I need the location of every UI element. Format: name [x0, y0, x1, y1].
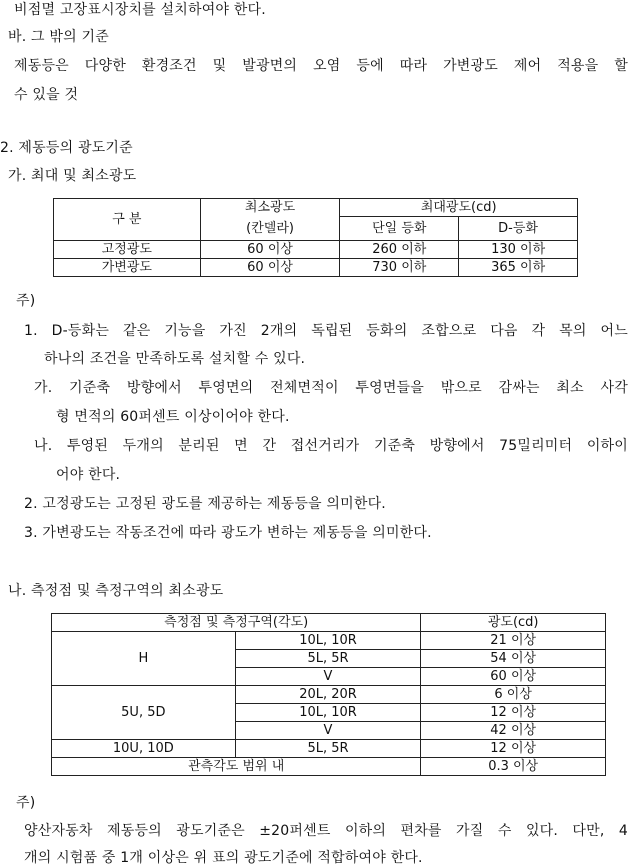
table-row [52, 686, 606, 704]
row-min: 60 이상 [200, 241, 340, 259]
notes-label: 주) [16, 795, 36, 811]
table-row [54, 259, 578, 277]
row-single: 730 이하 [340, 259, 459, 277]
text-line: 제동등은 다양한 환경조건 및 발광면의 오염 등에 따라 가변광도 제어 적용을 할 [14, 58, 628, 74]
row-single: 260 이하 [340, 241, 459, 259]
value-cell: 54 이상 [421, 650, 606, 668]
note-line: 2. 고정광도는 고정된 광도를 제공하는 제동등을 의미한다. [24, 496, 386, 512]
notes-label: 주) [16, 293, 36, 309]
note-line: 형 면적의 60퍼센트 이상이어야 한다. [56, 409, 290, 425]
value-cell: 6 이상 [421, 686, 606, 704]
angle-cell: 5L, 5R [235, 740, 421, 758]
angle-cell: 20L, 20R [235, 686, 421, 704]
angle-cell: V [235, 668, 421, 686]
angle-cell: V [235, 722, 421, 740]
row-min: 60 이상 [200, 259, 340, 277]
header-d-lamp: D-등화 [459, 217, 578, 241]
value-cell: 12 이상 [421, 740, 606, 758]
footer-value: 0.3 이상 [421, 758, 606, 776]
value-cell: 42 이상 [421, 722, 606, 740]
note-line: 1. D-등화는 같은 기능을 가진 2개의 독립된 등화의 조합으로 다음 각 목의 어느 [24, 323, 628, 339]
value-cell: 60 이상 [421, 668, 606, 686]
text-line: 비점멸 고장표시장치를 설치하여야 한다. [14, 2, 266, 18]
note-line: 나. 투영된 두개의 분리된 면 간 접선거리가 기준축 방향에서 75밀리미터 이하이 [34, 438, 628, 454]
note-line: 3. 가변광도는 작동조건에 따라 광도가 변하는 제동등을 의미한다. [24, 525, 432, 541]
note-line: 어야 한다. [56, 467, 121, 483]
note-line: 하나의 조건을 만족하도록 설치할 수 있다. [44, 351, 306, 367]
subheading: 나. 측정점 및 측정구역의 최소광도 [8, 583, 224, 599]
note-line: 가. 기준축 방향에서 투영면의 전체면적이 투영면들을 밖으로 감싸는 최소 사각 [34, 380, 628, 396]
group-name: 5U, 5D [52, 686, 236, 740]
header-max-intensity: 최대광도(cd) [340, 199, 578, 217]
table-row [52, 632, 606, 650]
text-line: 수 있을 것 [14, 87, 79, 103]
group-name: 10U, 10D [52, 740, 236, 758]
header-single-lamp: 단일 등화 [340, 217, 459, 241]
angle-cell: 10L, 10R [235, 704, 421, 722]
header-intensity: 광도(cd) [421, 614, 606, 632]
table-row [52, 758, 606, 776]
note-line: 양산자동차 제동등의 광도기준은 ±20퍼센트 이하의 편차를 가질 수 있다. 다만, 4 [24, 823, 628, 839]
section-title: 2. 제동등의 광도기준 [0, 140, 133, 156]
row-d: 130 이하 [459, 241, 578, 259]
footer-label: 관측각도 범위 내 [52, 758, 421, 776]
header-measurement-point: 측정점 및 측정구역(각도) [52, 614, 421, 632]
value-cell: 21 이상 [421, 632, 606, 650]
row-d: 365 이하 [459, 259, 578, 277]
row-label: 가변광도 [54, 259, 201, 277]
row-label: 고정광도 [54, 241, 201, 259]
header-min-intensity: 최소광도 [200, 199, 340, 217]
angle-cell: 5L, 5R [235, 650, 421, 668]
max-min-intensity-table [53, 198, 578, 277]
angle-cell: 10L, 10R [235, 632, 421, 650]
subheading: 바. 그 밖의 기준 [8, 29, 109, 45]
value-cell: 12 이상 [421, 704, 606, 722]
table-row [54, 241, 578, 259]
note-line: 개의 시험품 중 1개 이상은 위 표의 광도기준에 적합하여야 한다. [24, 850, 423, 866]
header-division: 구 분 [54, 199, 201, 241]
header-min-unit: (칸델라) [200, 217, 340, 241]
group-name: H [52, 632, 236, 686]
measurement-point-table [51, 613, 606, 776]
subheading: 가. 최대 및 최소광도 [8, 168, 137, 184]
table-row [52, 740, 606, 758]
